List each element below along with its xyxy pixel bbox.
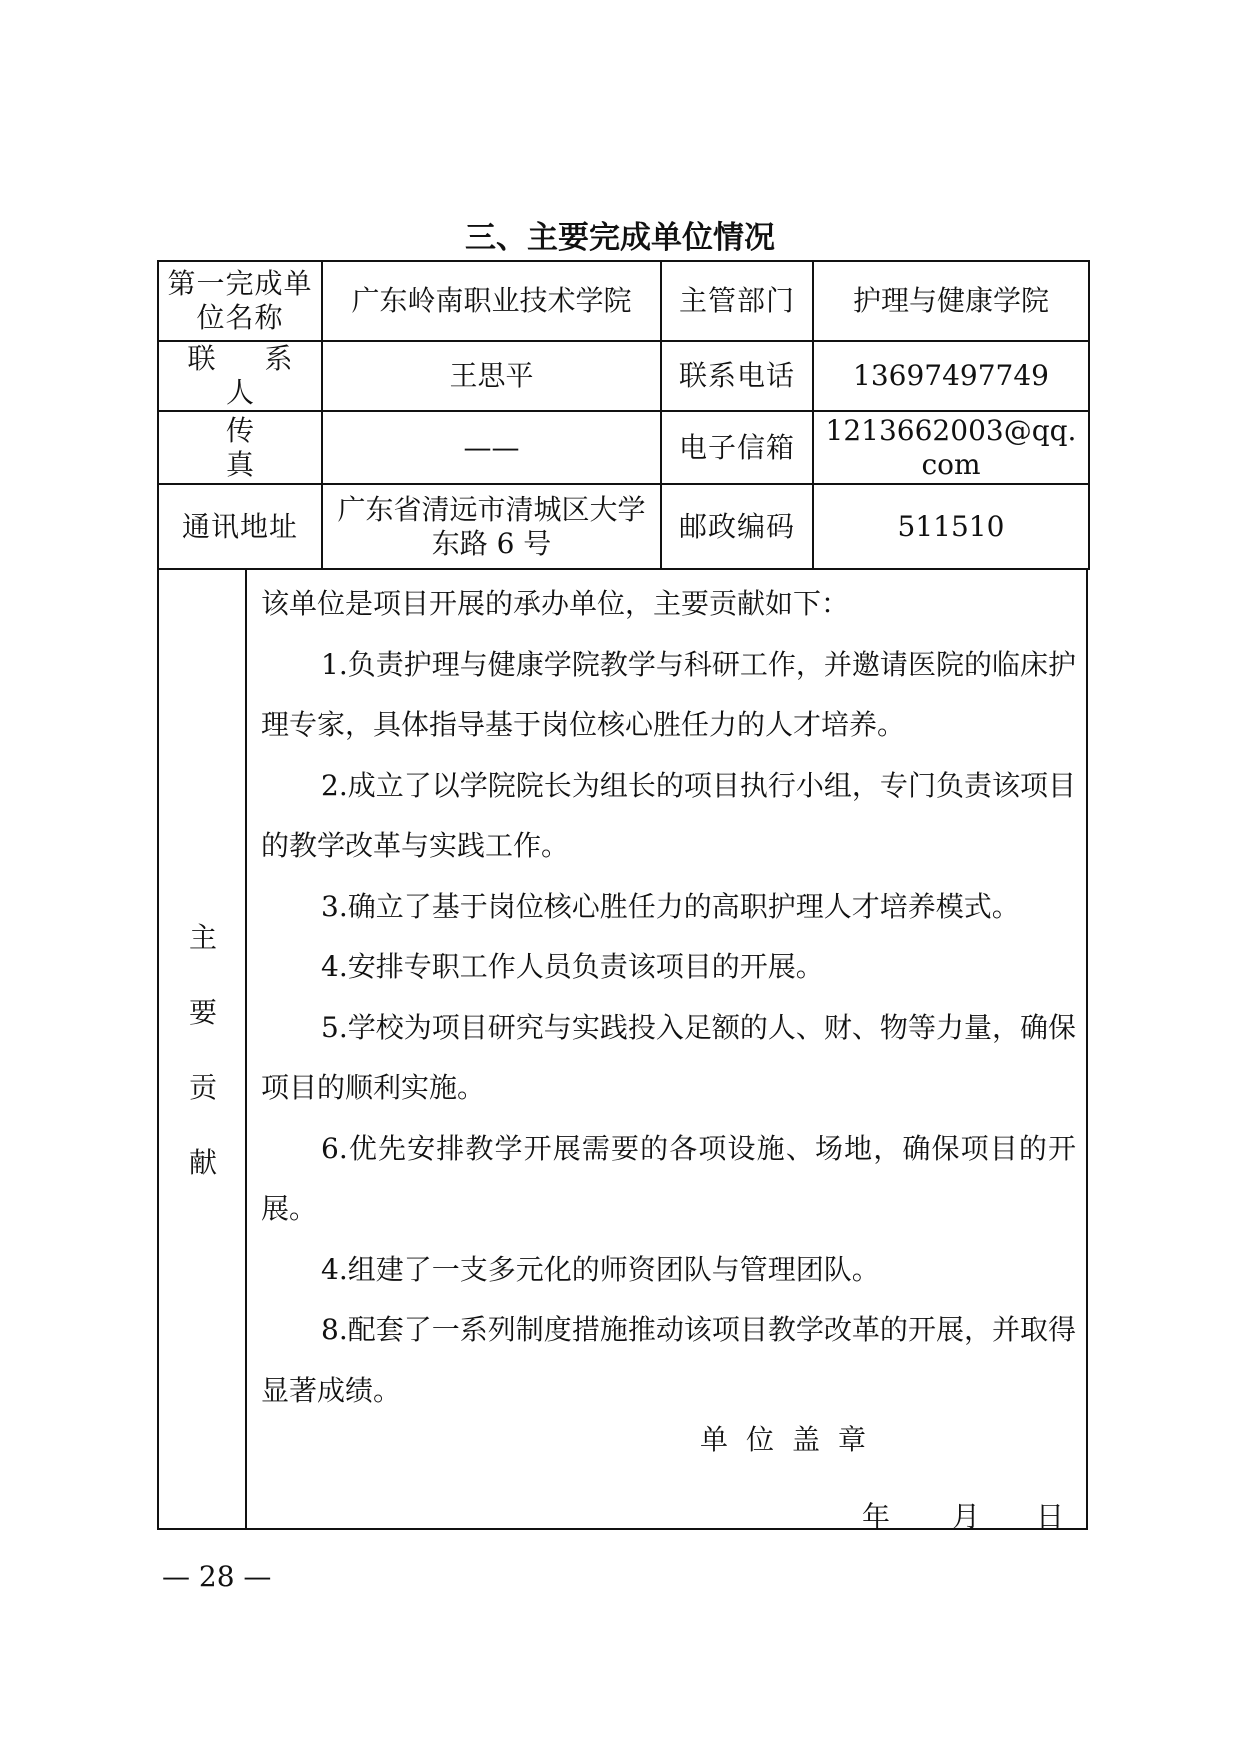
contributions-intro: 该单位是项目开展的承办单位，主要贡献如下：: [261, 587, 850, 620]
contribution-item: 5.学校为项目研究与实践投入足额的人、财、物等力量，确保项目的顺利实施。: [261, 1010, 1076, 1104]
side-label-char: 贡: [188, 1071, 217, 1104]
department-value: 护理与健康学院: [813, 261, 1089, 341]
unit-seal-label: 单位盖章: [700, 1423, 885, 1456]
unit-name-value: 广东岭南职业技术学院: [322, 261, 661, 341]
contact-value: 王思平: [322, 341, 661, 411]
page-title: 三、主要完成单位情况: [465, 220, 775, 256]
side-label-char: 主: [188, 921, 217, 954]
contributions-text: [261, 574, 1076, 1421]
postcode-label: 邮政编码: [661, 484, 813, 569]
contribution-item: 3.确立了基于岗位核心胜任力的高职护理人才培养模式。: [321, 889, 1020, 923]
unit-name-label: 第一完成单位名称: [158, 261, 322, 341]
email-value: 1213662003@qq.com: [813, 411, 1089, 484]
contribution-item: 4.安排专职工作人员负责该项目的开展。: [321, 950, 824, 983]
date-year-label: 年: [862, 1500, 891, 1533]
date-month-label: 月: [952, 1500, 981, 1533]
postcode-value: 511510: [813, 484, 1089, 569]
address-value: 广东省清远市清城区大学东路 6 号: [322, 484, 661, 569]
contribution-item: 8.配套了一系列制度措施推动该项目教学改革的开展，并取得显著成绩。: [261, 1313, 1076, 1407]
page-number: — 28 —: [162, 1560, 272, 1593]
email-label: 电子信箱: [661, 411, 813, 484]
phone-value: 13697497749: [813, 341, 1089, 411]
side-label-char: 要: [188, 996, 217, 1029]
side-label-char: 献: [188, 1146, 217, 1179]
unit-info-table: [157, 260, 1090, 570]
fax-label: 传 真: [158, 411, 322, 484]
contribution-item: 6.优先安排教学开展需要的各项设施、场地，确保项目的开展。: [261, 1131, 1076, 1225]
fax-value: ——: [322, 411, 661, 484]
main-contributions-label: [159, 568, 247, 1528]
contribution-item: 4.组建了一支多元化的师资团队与管理团队。: [321, 1252, 880, 1286]
phone-label: 联系电话: [661, 341, 813, 411]
department-label: 主管部门: [661, 261, 813, 341]
date-day-label: 日: [1036, 1500, 1065, 1533]
contribution-item: 1.负责护理与健康学院教学与科研工作，并邀请医院的临床护理专家，具体指导基于岗位核心胜任力的人才培养。: [261, 647, 1076, 741]
contribution-item: 2.成立了以学院院长为组长的项目执行小组，专门负责该项目的教学改革与实践工作。: [261, 768, 1076, 862]
address-label: 通讯地址: [158, 484, 322, 569]
main-contributions-section: [157, 568, 1088, 1530]
contact-label: 联 系 人: [158, 341, 322, 411]
